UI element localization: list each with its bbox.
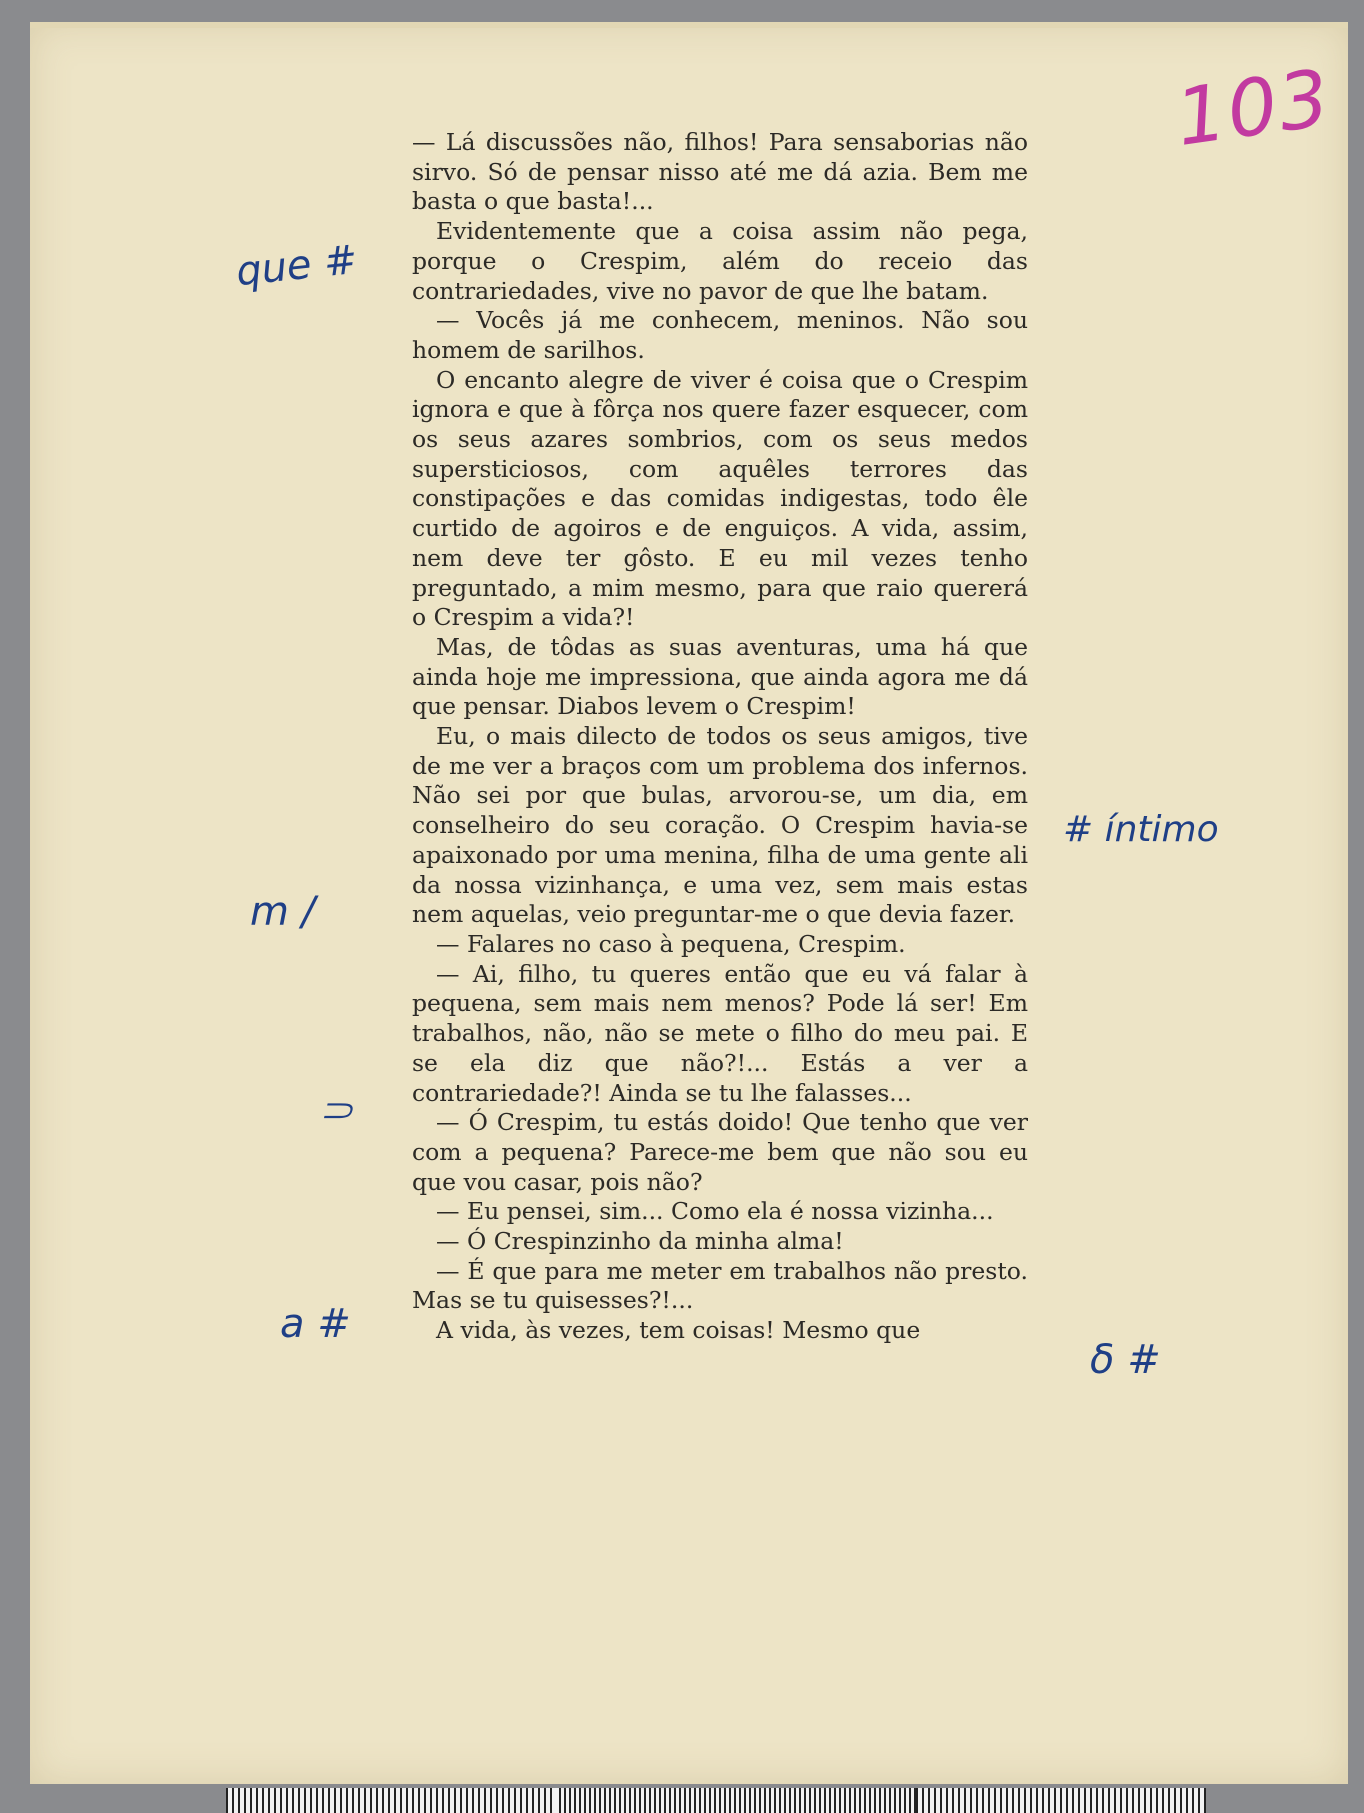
body-text	[412, 128, 1028, 1346]
page-number: 103	[1170, 53, 1337, 165]
scan-ruler	[226, 1788, 1206, 1813]
annotation-a: a #	[280, 1301, 351, 1347]
paragraph-8: — Ai, filho, tu queres então que eu vá falar à pequena, sem mais nem menos? Pode lá ser! Em trabalhos, não, não se mete o filho do meu pai. E se ela diz que não?!... Estás a ver a contrariedade?! Ainda se tu lhe falasses...	[412, 959, 1028, 1107]
paragraph-2: Evidentemente que a coisa assim não pega, porque o Crespim, além do receio das contrariedades, vive no pavor de que lhe batam.	[412, 217, 1028, 305]
annotation-intimo: # íntimo	[1063, 809, 1219, 850]
paragraph-7: — Falares no caso à pequena, Crespim.	[436, 929, 906, 958]
paragraph-10: — Eu pensei, sim... Como ela é nossa vizinha...	[436, 1197, 994, 1226]
paragraph-1: — Lá discussões não, filhos! Para sensaborias não sirvo. Só de pensar nisso até me dá azia. Bem me basta o que basta!...	[412, 128, 1028, 216]
paragraph-12: — É que para me meter em trabalhos não presto. Mas se tu quisesses?!...	[412, 1256, 1028, 1315]
paragraph-5: Mas, de tôdas as suas aventuras, uma há que ainda hoje me impressiona, que ainda agora me dá que pensar. Diabos levem o Crespim!	[412, 632, 1028, 721]
paragraph-6: Eu, o mais dilecto de todos os seus amigos, tive de me ver a braços com um problema dos infernos. Não sei por que bulas, arvorou-se, um dia, em conselheiro do seu coração. O Crespim havia-se apaixonado por uma menina, filha de uma gente ali da nossa vizinhança, e uma vez, sem mais estas nem aquelas, veio preguntar-me o que devia fazer.	[412, 722, 1028, 929]
annotation-paragraph-mark: ⸧	[312, 1084, 358, 1138]
paragraph-13: A vida, às vezes, tem coisas! Mesmo que	[436, 1316, 921, 1345]
annotation-m: m /	[250, 889, 316, 935]
paragraph-3: — Vocês já me conhecem, meninos. Não sou homem de sarilhos.	[412, 306, 1028, 364]
annotation-que: que #	[233, 236, 360, 296]
annotation-delta: δ #	[1090, 1337, 1161, 1383]
paragraph-11: — Ó Crespinzinho da minha alma!	[436, 1227, 844, 1256]
paragraph-4: O encanto alegre de viver é coisa que o Crespim ignora e que à fôrça nos quere fazer esquecer, com os seus azares sombrios, com os seus medos supersticiosos, com aquêles terrores das constipações e das comidas indigestas, todo êle curtido de agoiros e de enguiços. A vida, assim, nem deve ter gôsto. E eu mil vezes tenho preguntado, a mim mesmo, para que raio quererá o Crespim a vida?!	[412, 365, 1028, 632]
paragraph-9: — Ó Crespim, tu estás doido! Que tenho que ver com a pequena? Parece-me bem que não sou eu que vou casar, pois não?	[412, 1108, 1028, 1196]
